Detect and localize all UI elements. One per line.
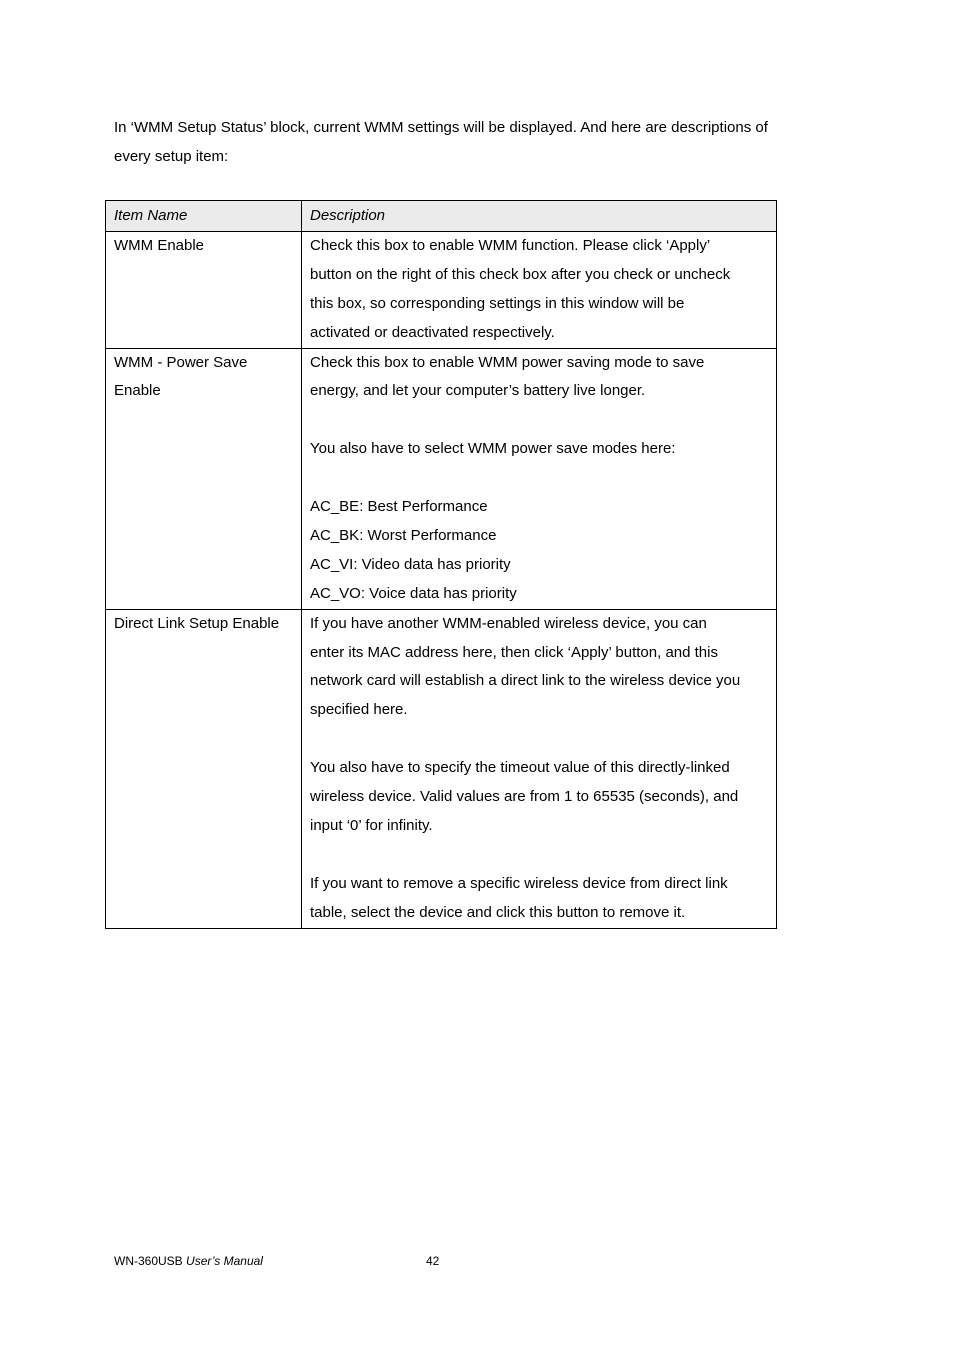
footer-manual-title (114, 1253, 263, 1269)
description-line: Check this box to enable WMM power saving mode to save (310, 353, 705, 371)
footer-model: WN-360USB (114, 1254, 183, 1268)
blank-line (310, 406, 772, 435)
intro-paragraph (114, 113, 834, 171)
description-cell (302, 609, 777, 928)
footer-manual-label: User’s Manual (186, 1254, 263, 1268)
mode-line-ac-bk: AC_BK: Worst Performance (310, 526, 497, 544)
description-line: network card will establish a direct link to the wireless device you (310, 672, 741, 690)
description-line: activated or deactivated respectively. (310, 323, 555, 341)
description-line: this box, so corresponding settings in this window will be (310, 294, 685, 312)
description-line: energy, and let your computer’s battery live longer. (310, 382, 646, 400)
table-row (106, 231, 777, 348)
header-item-name: Item Name (106, 201, 302, 232)
blank-line (310, 725, 772, 754)
item-name-text: Enable (114, 382, 161, 400)
description-cell (302, 231, 777, 348)
description-line: Check this box to enable WMM function. Please click ‘Apply’ (310, 236, 711, 254)
description-line: If you have another WMM-enabled wireless device, you can (310, 614, 707, 632)
item-name-cell (106, 348, 302, 609)
intro-line: In ‘WMM Setup Status’ block, current WMM settings will be displayed. And here are descriptions of (114, 119, 768, 136)
setup-items-table (105, 200, 777, 929)
description-line: You also have to select WMM power save modes here: (310, 440, 676, 458)
blank-line (310, 841, 772, 870)
table-header-row (106, 201, 777, 232)
table-row (106, 348, 777, 609)
description-cell (302, 348, 777, 609)
item-name-text: WMM Enable (114, 236, 205, 254)
mode-line-ac-be: AC_BE: Best Performance (310, 498, 488, 516)
item-name-text: WMM - Power Save (114, 353, 248, 371)
item-name-cell (106, 231, 302, 348)
header-description: Description (302, 201, 777, 232)
table-row (106, 609, 777, 928)
description-line: wireless device. Valid values are from 1 to 65535 (seconds), and (310, 788, 739, 806)
item-name-cell (106, 609, 302, 928)
mode-line-ac-vi: AC_VI: Video data has priority (310, 555, 511, 573)
blank-line (310, 464, 772, 493)
description-line: You also have to specify the timeout value of this directly-linked (310, 759, 730, 777)
mode-line-ac-vo: AC_VO: Voice data has priority (310, 584, 517, 602)
page-number: 42 (426, 1254, 440, 1268)
description-line: input ‘0’ for infinity. (310, 816, 433, 834)
description-line: enter its MAC address here, then click ‘Apply’ button, and this (310, 643, 718, 661)
intro-line: every setup item: (114, 148, 229, 165)
description-line: If you want to remove a specific wireless device from direct link (310, 874, 728, 892)
description-line: button on the right of this check box after you check or uncheck (310, 265, 731, 283)
description-line: specified here. (310, 701, 408, 719)
description-line: table, select the device and click this button to remove it. (310, 903, 686, 921)
item-name-text: Direct Link Setup Enable (114, 614, 280, 632)
